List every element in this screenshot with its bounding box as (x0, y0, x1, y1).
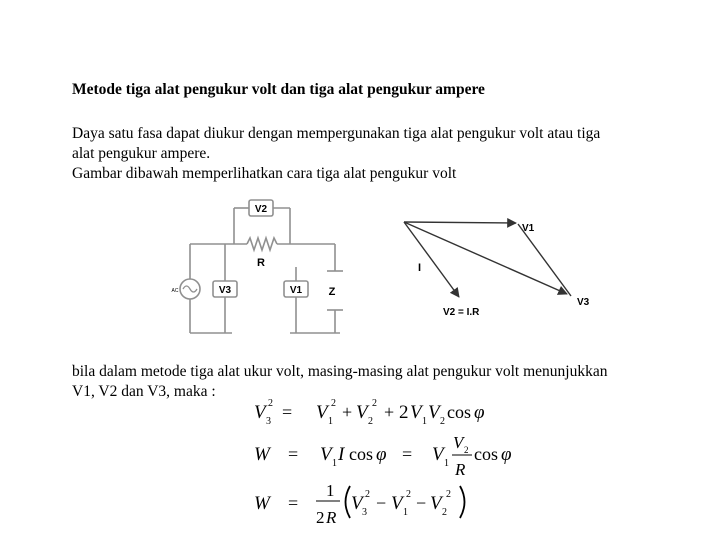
equation-2 (254, 433, 512, 479)
svg-text:2: 2 (399, 402, 409, 423)
svg-text:1: 1 (403, 507, 408, 518)
vector-v2 (518, 224, 571, 296)
conclusion-line-2: V1, V2 dan V3, maka : (72, 383, 216, 400)
svg-text:2: 2 (331, 398, 336, 409)
svg-text:3: 3 (266, 416, 271, 427)
svg-text:V: V (453, 433, 464, 452)
svg-text:cos: cos (447, 402, 471, 422)
svg-text:1: 1 (422, 416, 427, 427)
circuit-label-ac: AC (171, 288, 179, 294)
svg-text:=: = (282, 402, 293, 422)
svg-text:2: 2 (372, 398, 377, 409)
svg-text:2: 2 (442, 507, 447, 518)
svg-text:=: = (288, 444, 299, 464)
svg-text:φ: φ (376, 444, 387, 465)
svg-text:2: 2 (406, 489, 411, 500)
vector-i (404, 222, 459, 297)
intro-paragraph (72, 124, 712, 184)
svg-text:V: V (254, 402, 266, 423)
svg-text:2: 2 (446, 489, 451, 500)
conclusion-paragraph (72, 362, 712, 402)
vector-label-v3: V3 (577, 297, 590, 308)
circuit-label-v2: V2 (254, 204, 268, 215)
svg-text:2: 2 (368, 416, 373, 427)
svg-text:V: V (316, 402, 328, 423)
svg-text:R: R (455, 460, 466, 479)
svg-text:=: = (288, 493, 299, 513)
svg-text:1: 1 (326, 481, 335, 500)
svg-text:V: V (410, 402, 422, 423)
vector-label-v1: V1 (522, 223, 535, 234)
intro-line-3: Gambar dibawah memperlihatkan cara tiga alat pengukur volt (72, 165, 457, 182)
svg-text:cos: cos (349, 444, 373, 464)
svg-text:cos: cos (474, 444, 498, 464)
svg-text:φ: φ (501, 444, 512, 465)
intro-line-1: Daya satu fasa dapat diukur dengan mempergunakan tiga alat pengukur volt atau tiga (72, 125, 601, 142)
svg-text:1: 1 (328, 416, 333, 427)
svg-text:V: V (428, 402, 440, 423)
svg-text:W: W (254, 444, 270, 465)
vector-label-i: I (418, 262, 422, 274)
svg-text:=: = (402, 444, 413, 464)
svg-text:+: + (384, 402, 395, 422)
equation-1 (254, 398, 485, 427)
svg-text:V: V (351, 493, 363, 514)
svg-text:V: V (432, 444, 444, 465)
slide-title: Metode tiga alat pengukur volt dan tiga alat pengukur ampere (72, 81, 485, 98)
svg-text:W: W (254, 493, 270, 514)
circuit-label-z: Z (328, 286, 336, 298)
svg-text:2: 2 (440, 416, 445, 427)
svg-text:−: − (416, 493, 427, 513)
svg-text:V: V (356, 402, 368, 423)
ac-wave-icon (183, 286, 197, 292)
svg-text:2: 2 (268, 398, 273, 409)
svg-text:2: 2 (316, 508, 325, 527)
svg-text:3: 3 (362, 507, 367, 518)
equation-3 (254, 481, 465, 527)
svg-text:−: − (376, 493, 387, 513)
svg-text:1: 1 (444, 458, 449, 469)
intro-line-2: alat pengukur ampere. (72, 145, 211, 162)
svg-text:I: I (338, 444, 345, 465)
circuit-label-r: R (257, 257, 265, 269)
circuit-label-v3: V3 (218, 285, 232, 296)
svg-text:φ: φ (474, 402, 485, 423)
svg-text:+: + (342, 402, 353, 422)
vector-label-v2: V2 = I.R (443, 307, 480, 318)
svg-text:V: V (430, 493, 442, 514)
circuit-label-v1: V1 (289, 285, 303, 296)
svg-text:2: 2 (365, 489, 370, 500)
svg-text:V: V (320, 444, 332, 465)
svg-text:R: R (326, 508, 337, 527)
conclusion-line-1: bila dalam metode tiga alat ukur volt, masing-masing alat pengukur volt menunjukkan (72, 363, 608, 380)
svg-text:V: V (391, 493, 403, 514)
vector-v3 (404, 222, 567, 294)
vector-v1 (404, 222, 516, 223)
svg-text:2: 2 (464, 445, 469, 455)
svg-text:1: 1 (332, 458, 337, 469)
